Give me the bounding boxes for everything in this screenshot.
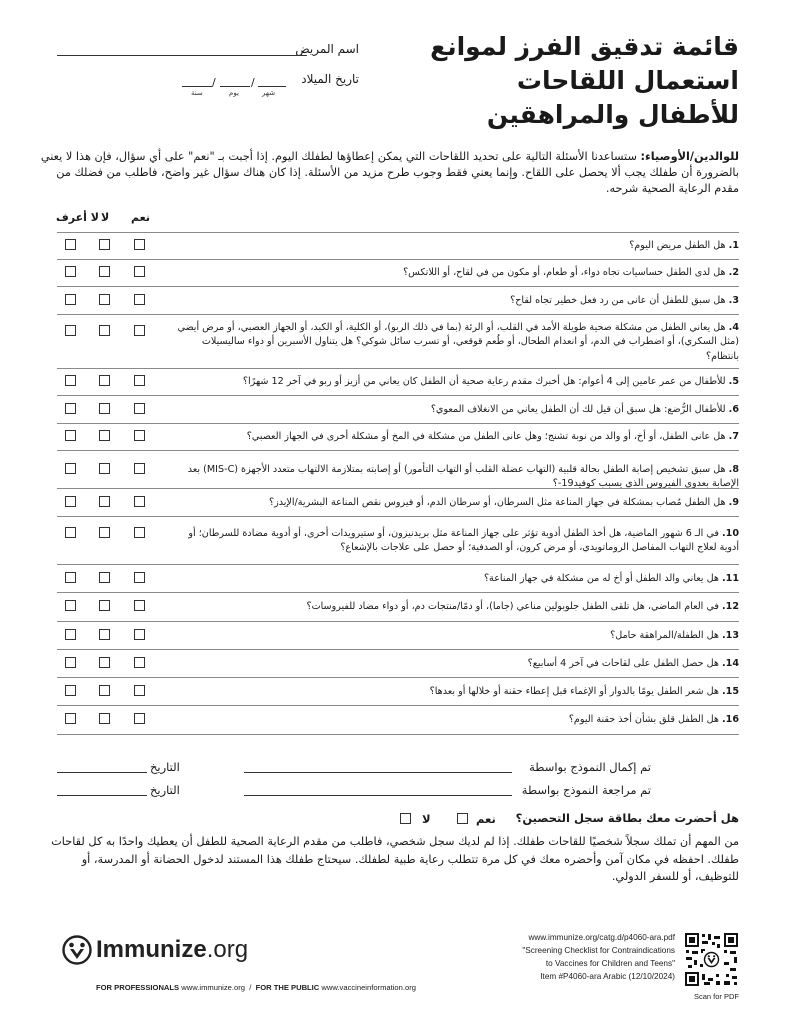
logo-main: Immunize: [96, 936, 207, 963]
answer-no-checkbox[interactable]: [99, 629, 110, 640]
card-paragraph: من المهم أن تملك سجلاً شخصيًا للقاحات طفلك. إذا لم لديك سجل شخصي، فاطلب من مقدم الرعاية الصحية للطفل أن يعطيك واحدًا به كل لقاحات طفلك. احفظه في مكان آمن وأحضره معك في كل مرة تتطلب رعاية طبية لطفلك. سيحتاج طفلك هذا المستند لدخول الحضانة أو المدرسة، أو للتوظيف، أو للسفر الدولي.: [51, 835, 739, 883]
question-row: [57, 677, 739, 705]
dob-year-field[interactable]: [182, 86, 212, 87]
question-number: 1.: [728, 240, 739, 252]
answer-no-checkbox[interactable]: [99, 239, 110, 250]
answer-yes-checkbox[interactable]: [134, 629, 145, 640]
question-row: [57, 705, 739, 734]
pdf-url[interactable]: www.immunize.org/catg.d/p4060-ara.pdf: [528, 933, 675, 942]
footer-item-info: [415, 931, 675, 983]
question-text: هل شعر الطفل يومًا بالدوار أو الإغماء قبل إعطاء حقنة أو خلالها أو بعدها؟: [429, 685, 722, 697]
question-text: هل الطفل مريض اليوم؟: [629, 240, 729, 252]
question-number: 15.: [721, 685, 739, 697]
title-line-2: استعمال اللقاحات: [516, 66, 739, 95]
footer-links: [96, 983, 416, 992]
item-title-line-2: to Vaccines for Children and Teens": [545, 959, 675, 968]
question-text: هل عانى الطفل، أو أخ، أو والد من نوبة تشنج؛ وهل عانى الطفل من مشكلة في المخ أو مشكلة أخرى في الجهاز العصبي؟: [246, 431, 729, 443]
answer-dont-know-checkbox[interactable]: [65, 375, 76, 386]
questions-bottom-rule: [57, 734, 739, 735]
card-question: هل أحضرت معك بطاقة سجل التحصين؟: [515, 811, 739, 825]
answer-dont-know-checkbox[interactable]: [65, 572, 76, 583]
answer-dont-know-checkbox[interactable]: [65, 657, 76, 668]
answer-no-checkbox[interactable]: [99, 572, 110, 583]
answer-no-checkbox[interactable]: [99, 496, 110, 507]
answer-no-checkbox[interactable]: [99, 527, 110, 538]
public-label: FOR THE PUBLIC: [255, 983, 320, 992]
intro-text: ستساعدنا الأسئلة التالية على تحديد اللقاحات التي يمكن إعطاؤها لطفلك اليوم. إذا أجبت بـ "نعم" على أي سؤال، فإن هذا لا يعني بالضرورة أن طفلك يجب ألا يحصل على اللقاح. وإنما يعني فقط وجوب طرح مزيد من الأسئلة. إذا كان هناك سؤال غير واضح، فاطلب من فضلك من مقدم الرعاية الصحية شرحه.: [40, 150, 739, 195]
title-line-3: للأطفال والمراهقين: [486, 100, 739, 129]
question-number: 9.: [728, 496, 739, 508]
question-text: هل سبق للطفل أن عانى من رد فعل خطير تجاه لقاح؟: [510, 294, 729, 306]
card-no-checkbox[interactable]: [400, 813, 411, 824]
question-text: هل يعاني الطفل من مشكلة صحية طويلة الأمد في القلب، أو الرئة (بما في ذلك الربو)، أو الكلية، أو الكبد، أو الجهاز العصبي، أو مرض أيضي (مثل السكري)، أو اضطراب في الدم، أو انعدام الطحال، أو طُعم قوقعي، أو تسرب سائل شوكي؟ هل يتناول الأسبرين أو دواء ساليسيلات بانتظام؟: [177, 321, 739, 362]
answer-yes-checkbox[interactable]: [134, 430, 145, 441]
question-number: 4.: [728, 321, 739, 333]
answer-dont-know-checkbox[interactable]: [65, 600, 76, 611]
answer-dont-know-checkbox[interactable]: [65, 629, 76, 640]
answer-yes-checkbox[interactable]: [134, 294, 145, 305]
dob-month-caption: شهر: [262, 89, 275, 97]
answer-dont-know-checkbox[interactable]: [65, 325, 76, 336]
answer-dont-know-checkbox[interactable]: [65, 463, 76, 474]
question-row: [57, 423, 739, 450]
question-number: 14.: [721, 657, 739, 669]
answer-no-checkbox[interactable]: [99, 463, 110, 474]
answer-no-checkbox[interactable]: [99, 685, 110, 696]
question-number: 2.: [728, 267, 739, 279]
card-no-label: لا: [422, 812, 431, 826]
answer-yes-checkbox[interactable]: [134, 266, 145, 277]
professionals-link[interactable]: www.immunize.org: [181, 983, 245, 992]
answer-no-checkbox[interactable]: [99, 430, 110, 441]
reviewed-date-field[interactable]: [57, 795, 147, 796]
completed-date-field[interactable]: [57, 772, 147, 773]
question-text: في العام الماضي، هل تلقى الطفل جلوبولين مناعي (جاما)، أو دمًا/منتجات دم، أو دواء مضاد للفيروسات؟: [306, 601, 722, 613]
answer-no-checkbox[interactable]: [99, 600, 110, 611]
question-text: هل سبق تشخيص إصابة الطفل بحالة قلبية (التهاب عضلة القلب أو التهاب التأمور) أو إصابته بمتلازمة الالتهاب متعدد الأجهزة (MIS-C) بعد الإصابة بعدوى الفيروس الذي يسبب كوفيد19-؟: [187, 463, 739, 490]
answer-no-checkbox[interactable]: [99, 657, 110, 668]
question-number: 7.: [728, 431, 739, 443]
question-number: 5.: [728, 376, 739, 388]
question-text: في الـ 6 شهور الماضية، هل أخذ الطفل أدوية تؤثر على جهاز المناعة مثل بريدنيزون، أو ستيرويدات أخرى، أو أدوية مضادة للسرطان؛ أو أدوية لعلاج التهاب المفاصل الروماتويدي، أو مرض كرون، أو الصدفية؛ أو حصل على علاجات بالإشعاع؟: [188, 527, 739, 553]
question-row: [57, 592, 739, 621]
answer-yes-checkbox[interactable]: [134, 403, 145, 414]
question-row: [57, 564, 739, 592]
answer-dont-know-checkbox[interactable]: [65, 239, 76, 250]
reviewed-by-label: تم مراجعة النموذج بواسطة: [521, 783, 651, 797]
answer-dont-know-checkbox[interactable]: [65, 294, 76, 305]
dob-label: تاريخ الميلاد: [301, 72, 359, 86]
answer-yes-checkbox[interactable]: [134, 600, 145, 611]
item-title-line-1: "Screening Checklist for Contraindications: [522, 946, 675, 955]
answer-no-checkbox[interactable]: [99, 375, 110, 386]
question-row: [57, 649, 739, 677]
answer-yes-checkbox[interactable]: [134, 572, 145, 583]
card-yes-checkbox[interactable]: [457, 813, 468, 824]
question-text: هل الطفلة/المراهقة حامل؟: [610, 629, 722, 641]
question-row: [57, 368, 739, 395]
qr-code-icon[interactable]: [684, 932, 739, 987]
dob-month-field[interactable]: [258, 86, 286, 87]
card-yes-label: نعم: [476, 812, 496, 826]
dob-day-caption: يوم: [229, 89, 239, 97]
question-text: هل حصل الطفل على لقاحات في آخر 4 أسابيع؟: [527, 657, 722, 669]
question-row: [57, 314, 739, 368]
question-number: 8.: [728, 463, 739, 475]
question-number: 10.: [721, 527, 739, 539]
answer-dont-know-checkbox[interactable]: [65, 713, 76, 724]
question-number: 12.: [721, 601, 739, 613]
header-no: لا: [101, 211, 110, 224]
answer-yes-checkbox[interactable]: [134, 375, 145, 386]
completed-by-label: تم إكمال النموذج بواسطة: [529, 760, 651, 774]
answer-no-checkbox[interactable]: [99, 266, 110, 277]
question-number: 11.: [721, 572, 739, 584]
question-number: 13.: [721, 629, 739, 641]
answer-dont-know-checkbox[interactable]: [65, 496, 76, 507]
logo-wordmark: [96, 936, 248, 964]
question-row: [57, 395, 739, 423]
answer-no-checkbox[interactable]: [99, 294, 110, 305]
public-link[interactable]: www.vaccineinformation.org: [321, 983, 416, 992]
professionals-label: FOR PROFESSIONALS: [96, 983, 180, 992]
title-line-1: قائمة تدقيق الفرز لموانع: [430, 32, 739, 61]
completed-by-field[interactable]: [244, 772, 512, 773]
answer-yes-checkbox[interactable]: [134, 463, 145, 474]
reviewed-by-field[interactable]: [244, 795, 512, 796]
dob-year-caption: سنة: [191, 89, 203, 97]
header-yes: نعم: [131, 211, 150, 224]
answer-no-checkbox[interactable]: [99, 325, 110, 336]
question-text: هل يعاني والد الطفل أو أخ له من مشكلة في جهاز المناعة؟: [483, 572, 722, 584]
intro-paragraph: [39, 149, 739, 197]
question-row: [57, 450, 739, 488]
answer-dont-know-checkbox[interactable]: [65, 527, 76, 538]
answer-yes-checkbox[interactable]: [134, 685, 145, 696]
answer-yes-checkbox[interactable]: [134, 527, 145, 538]
answer-dont-know-checkbox[interactable]: [65, 403, 76, 414]
header-dont-know: لا أعرف: [56, 211, 99, 224]
completed-date-label: التاريخ: [150, 760, 180, 774]
answer-yes-checkbox[interactable]: [134, 496, 145, 507]
footer-separator: /: [249, 983, 252, 992]
question-number: 6.: [728, 403, 739, 415]
scan-label: Scan for PDF: [693, 992, 739, 1001]
answer-no-checkbox[interactable]: [99, 403, 110, 414]
answer-dont-know-checkbox[interactable]: [65, 266, 76, 277]
question-row: [57, 232, 739, 259]
dob-day-field[interactable]: [220, 86, 250, 87]
reviewed-date-label: التاريخ: [150, 783, 180, 797]
answer-dont-know-checkbox[interactable]: [65, 430, 76, 441]
patient-name-field[interactable]: [57, 55, 307, 56]
question-number: 3.: [728, 294, 739, 306]
answer-yes-checkbox[interactable]: [134, 657, 145, 668]
question-row: [57, 488, 739, 516]
logo-suffix: .org: [206, 936, 249, 963]
question-row: [57, 621, 739, 649]
answer-no-checkbox[interactable]: [99, 713, 110, 724]
answer-yes-checkbox[interactable]: [134, 325, 145, 336]
question-text: هل الطفل قلق بشأن أخذ حقنة اليوم؟: [568, 714, 722, 726]
question-text: هل الطفل مُصاب بمشكلة في جهاز المناعة مثل السرطان، أو سرطان الدم، أو فيروس نقص المناعة البشرية/الإيدز؟: [268, 496, 729, 508]
patient-name-label: اسم المريض: [295, 42, 359, 56]
page-title: [409, 30, 739, 132]
intro-lead: للوالدين/الأوصياء:: [640, 150, 739, 163]
question-row: [57, 259, 739, 286]
question-text: للأطفال الرُّضع: هل سبق أن قيل لك أن الطفل يعاني من الانغلاف المعوي؟: [430, 403, 729, 415]
question-text: للأطفال من عمر عامين إلى 4 أعوام: هل أخبرك مقدم رعاية صحية أن الطفل كان يعاني من أزيز أو ربو في آخر 12 شهرًا؟: [242, 376, 729, 388]
answer-yes-checkbox[interactable]: [134, 239, 145, 250]
item-number: Item #P4060-ara Arabic (12/10/2024): [540, 972, 675, 981]
answer-dont-know-checkbox[interactable]: [65, 685, 76, 696]
question-row: [57, 286, 739, 314]
immunize-logo-icon: [62, 935, 92, 965]
question-number: 16.: [721, 714, 739, 726]
answer-yes-checkbox[interactable]: [134, 713, 145, 724]
question-row: [57, 516, 739, 564]
question-text: هل لدى الطفل حساسيات تجاه دواء، أو طعام، أو مكون من في لقاح، أو اللاتكس؟: [403, 267, 729, 279]
